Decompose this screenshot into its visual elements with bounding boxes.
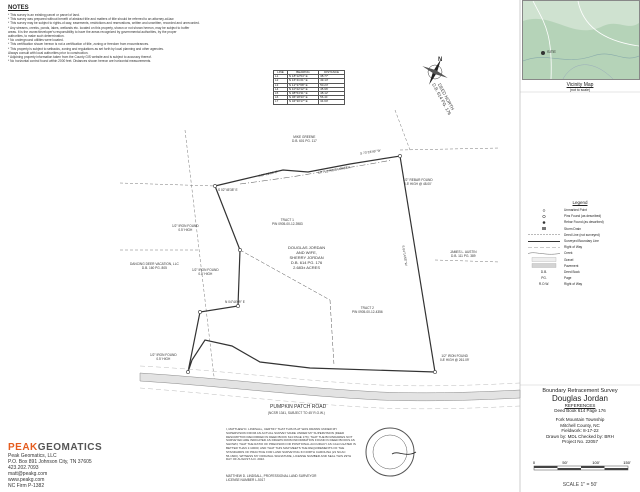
- pin-label: 1/2" IRON FOUND 0.5' HIGH: [150, 353, 177, 362]
- legend-label: Right of Way: [564, 282, 583, 287]
- pin-found: [433, 370, 436, 373]
- scale-bar: [528, 456, 634, 480]
- title-block: [522, 388, 638, 444]
- legend-symbol: [524, 245, 564, 250]
- vicinity-scale: (not to scale): [569, 88, 591, 92]
- line-table-cell: L7: [274, 100, 288, 104]
- township: Fork Mountain Township: [555, 417, 605, 423]
- legend-symbol: [524, 208, 564, 213]
- pin-found: [198, 310, 201, 313]
- legend-label: Right of Way: [564, 245, 583, 250]
- scale-tick: 50': [562, 460, 568, 465]
- creek-label: LITTLE ROCK CREEK: [317, 165, 351, 175]
- legend-symbol: D.B.: [540, 269, 548, 274]
- legend-label: Surveyed Boundary Line: [564, 239, 599, 244]
- reference: Deed Book 614 Page 176: [554, 408, 606, 413]
- legend-label: Pavement: [564, 263, 579, 268]
- legend-symbol: [524, 214, 564, 219]
- line-table-header: BEARING: [287, 71, 318, 75]
- pin-label: 1/2" IRON FOUND 0.5' HIGH: [172, 224, 199, 233]
- owner-label: DOUGLAS JORDAN AND WIFE, SHERRY JORDAN D.B. 614 PG. 176 2.683± ACRES: [288, 245, 326, 270]
- legend-label: Gravel: [564, 257, 574, 262]
- notes-title: NOTES: [8, 5, 29, 11]
- line-table-cell: 38.77': [319, 75, 345, 79]
- note-item: * This property is subject to setbacks, zoning and regulations as set forth by local planning and other agencies.: [8, 46, 164, 51]
- legend-symbol: [524, 226, 564, 231]
- note-item: * This survey was prepared without benefit of abstract title and matters of title should be referred to an attorney-at-law.: [8, 17, 175, 22]
- surveyor-line: MATTHEW D. LINDSALL, PROFESSIONAL LAND SURVEYOR LICENSE NUMBER L-5017: [226, 474, 317, 483]
- line-table-cell: L2: [274, 79, 288, 83]
- line-table-cell: N 06°18'33" E: [287, 96, 318, 100]
- bearing-label: S 02°45'38" E: [218, 188, 238, 192]
- bearing-label: S 04°14'55" W: [401, 245, 409, 266]
- surveyor-seal: [362, 424, 422, 480]
- references-label: REFERENCES: [564, 403, 596, 408]
- top-adjoiner: MIKE GREENE D.B. 601 PG. 117: [292, 135, 317, 144]
- line-table-cell: L3: [274, 83, 288, 87]
- scale-tick: 150': [623, 460, 631, 465]
- legend-label: Deed Line (not surveyed): [564, 232, 600, 237]
- legend-label: Deed Book: [564, 269, 580, 274]
- line-table-cell: N 12°37'08" E: [287, 83, 318, 87]
- line-table-cell: L5: [274, 92, 288, 96]
- bearing-label: N 04°44'09" E: [225, 300, 245, 304]
- line-table-cell: 48.12': [319, 92, 345, 96]
- legend-symbol: [524, 263, 564, 268]
- company-block: [8, 442, 128, 489]
- tract2-label: TRACT 2 PIN 0905-00-12-4356: [352, 306, 383, 315]
- legend-symbol: [524, 257, 564, 262]
- line-table-cell: N 08°54'31" E: [287, 92, 318, 96]
- fieldwork: Fieldwork: 8-17-22: [561, 428, 599, 434]
- vicinity-map: [522, 0, 640, 80]
- legend-symbol: R.O.W.: [538, 282, 550, 287]
- line-table-cell: 34.60': [319, 100, 345, 104]
- line-table-cell: N 18°12'54" E: [287, 75, 318, 79]
- pin-found: [186, 370, 189, 373]
- company-web: www.peakg.com: [8, 477, 45, 483]
- note-item: * No underground utilities were located.: [8, 38, 64, 43]
- pin-label: 1/2" IRON FOUND 0.8' HIGH @ 261.09': [440, 354, 470, 363]
- road-sub-label: (NCSR 1341, SUBJECT TO 45' R.O.W.): [268, 411, 325, 415]
- line-table-cell: 56.41': [319, 96, 345, 100]
- note-item: * This survey is an existing parcel or parcel of land.: [8, 13, 80, 17]
- company-name: Peak Geomatics, LLC: [8, 453, 57, 459]
- pin-found: [238, 248, 241, 251]
- line-table-cell: L4: [274, 87, 288, 91]
- pin-label: 1/2" IRON FOUND 0.5' HIGH: [192, 268, 219, 277]
- note-item: areas. It is the owner/developer's responsibility to have the areas recognized by governmental authorities, by the proper: [8, 29, 177, 34]
- scale-label: SCALE 1" = 50': [562, 482, 598, 488]
- right-adjoiner: JAMES L. AUSTIN D.B. 111 PG. 389: [450, 250, 477, 259]
- bearing-label: S 73°18'49" W: [359, 148, 381, 156]
- vicinity-title: Vicinity Map: [566, 82, 594, 88]
- note-item: Always consult with local authorities prior to construction.: [8, 50, 89, 55]
- legend-label: Pins Found (as described): [564, 214, 602, 219]
- note-item: * This survey may be subject to rights-of-way, easements, restrictions and reservations, written and unwritten, recorded and unrecorded.: [8, 21, 200, 26]
- note-item: authorities, to make such determination.: [8, 34, 65, 39]
- legend-symbol: [524, 239, 564, 244]
- legend-label: Unmarked Point: [564, 208, 587, 213]
- client-name: Douglas Jordan: [551, 394, 609, 403]
- line-table-header: DISTANCE: [319, 71, 345, 75]
- company-address: P.O. Box 891 Johnson City, TN 37605: [8, 459, 92, 465]
- legend-symbol: [524, 251, 564, 256]
- legend-label: Page: [564, 276, 572, 281]
- survey-type: Boundary Retracement Survey: [542, 388, 618, 394]
- legend-item: [524, 281, 636, 287]
- road-label: PUMPKIN PATCH ROAD: [270, 404, 327, 410]
- scale-tick: 100': [592, 460, 600, 465]
- line-table-cell: 45.96': [319, 87, 345, 91]
- line-table-cell: L1: [274, 75, 288, 79]
- legend: [524, 200, 636, 287]
- line-table-cell: 49.13': [319, 79, 345, 83]
- certification-text: I, MATTHEW D. LINDSALL, CERTIFY THAT THIS PLAT WAS DRAWN UNDER MY SUPERVISION FROM AN ACTUAL SURVEY MADE UNDER MY SUPERVISION (DEED DESCRIPTION RECORDED IN DEED BOOK 614 PAGE 176); THAT THE BOUNDARIES NOT SURVEYED ARE INDICATED AS DRAWN FROM INFORMATION FOUND IN DEED BOOKS AS SHOWN; THAT THE RATIO OF PRECISION OR POSITIONAL ACCURACY AS CALCULATED IS BETTER THAN 1:10000; AND THAT THIS MAP MEETS THE REQUIREMENTS OF THE STANDARDS OF PRACTICE FOR LAND SURVEYING IN NORTH CAROLINA (21 NCAC 56.1600). WITNESS MY ORIGINAL SIGNATURE, LICENSE NUMBER AND SEAL THIS 29TH DAY OF AUGUST A.D. 2022.: [226, 427, 356, 462]
- deed-north-label: DEED NORTH D.B. 614 PG. 176: [431, 82, 456, 116]
- legend-symbol: PG.: [541, 276, 547, 281]
- line-table-cell: L6: [274, 96, 288, 100]
- note-item: * This certification shown hereon is not a certification of title, zoning or freedom from encumbrances.: [8, 42, 149, 47]
- legend-label: Storm Drain: [564, 226, 582, 231]
- drawn-by: Drawn by: MDL Checked by: BRH: [546, 433, 614, 439]
- pin-found: [213, 184, 216, 187]
- company-phone: 423.202.7093: [8, 465, 39, 471]
- left-adjoiner: DANCING DEER VACATION, LLC D.B. 160 PG. 805: [130, 262, 179, 271]
- bearing-label: S 87°02'06" E: [257, 169, 278, 179]
- line-table-cell: N 16°41'21" E: [287, 79, 318, 83]
- legend-symbol: [524, 232, 564, 237]
- logo-geomatics: GEOMATICS: [37, 442, 103, 453]
- county: Mitchell County, NC: [560, 422, 600, 428]
- pin-label: 1/2" REBAR FOUND 0.5' HIGH @ 48.00': [403, 178, 433, 187]
- legend-symbol: [524, 220, 564, 225]
- line-table-cell: N 04°30'17" E: [287, 100, 318, 104]
- logo-peak: PEAK: [8, 442, 38, 453]
- pin-found: [236, 304, 239, 307]
- note-item: * Adjoining property information taken from the County GIS website and is subject to accuracy thereof.: [8, 55, 152, 60]
- legend-label: Rebar Found (as described): [564, 220, 604, 225]
- pin-found: [398, 154, 401, 157]
- project-no: Project No. 22057: [561, 439, 599, 445]
- tract1-label: TRACT 1 PIN 0905-00-12-3983: [272, 218, 303, 227]
- note-item: * Any streams, creeks, ponds, lakes, wetlands etc. located on this property, shown or not shown hereon, may be subject to buffer: [8, 25, 190, 30]
- company-license: NC Firm P-1382: [8, 483, 45, 489]
- line-table-cell: 50.23': [319, 83, 345, 87]
- legend-title: Legend: [572, 200, 588, 205]
- line-table-header: LINE: [274, 71, 288, 75]
- company-email: matt@peakg.com: [8, 471, 48, 477]
- site-label: SITE: [547, 49, 556, 54]
- company-logo: [8, 442, 128, 453]
- note-item: * No horizontal control found within 2000 feet. Distances shown hereon are horizontal measurements.: [8, 59, 152, 64]
- line-table-cell: N 10°22'12" E: [287, 87, 318, 91]
- north-letter: N: [438, 57, 443, 63]
- legend-label: Creek: [564, 251, 573, 256]
- scale-tick: 0: [532, 460, 536, 465]
